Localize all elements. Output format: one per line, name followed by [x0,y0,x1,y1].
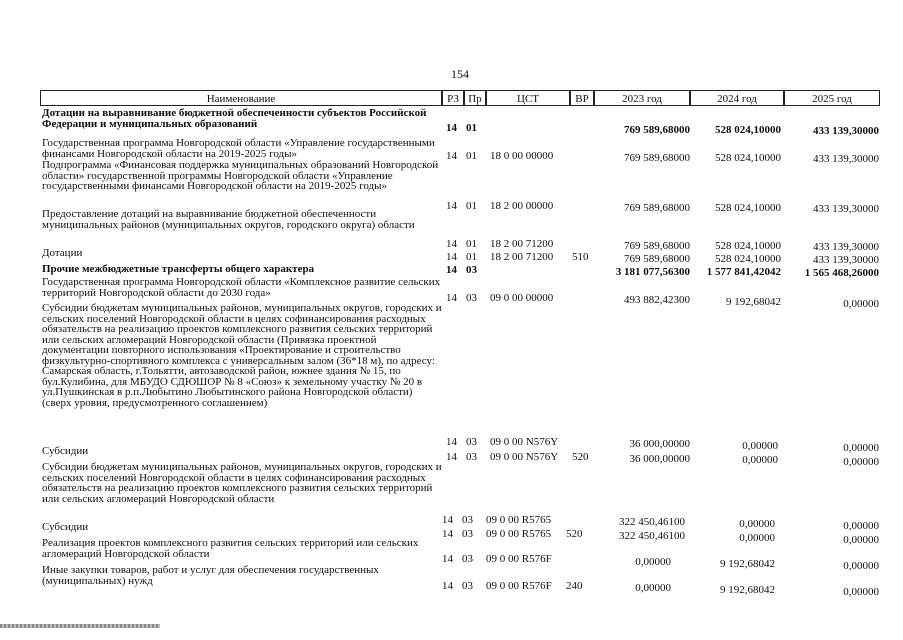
row-1-2025: 433 139,30000 [813,153,879,165]
header-cst: ЦСТ [486,90,570,106]
row-6-2023: 493 882,42300 [624,294,690,306]
row-3-rz: 14 [446,238,457,250]
row-5-2025: 1 565 468,26000 [804,267,879,279]
row-10-rz: 14 [442,528,453,540]
row-11-name: Реализация проектов комплексного развития сельских территорий или сельских агломераций Новгородской области [42,537,419,560]
header-2024: 2024 год [690,90,784,106]
row-1-2023: 769 589,68000 [624,152,690,164]
row-1-pr: 01 [466,150,477,162]
row-12-cst: 09 0 00 R576F [486,580,552,592]
row-2-2023: 769 589,68000 [624,202,690,214]
row-1-rz: 14 [446,150,457,162]
row-6-2024: 9 192,68042 [726,296,781,308]
header-2023: 2023 год [594,90,690,106]
row-12-vr: 240 [566,580,583,592]
row-5-2023: 3 181 077,56300 [615,266,690,278]
row-8-2025: 0,00000 [843,456,879,468]
row-4-pr: 01 [466,251,477,263]
row-4-name: Дотации [42,247,83,259]
row-7-2023: 36 000,00000 [629,438,690,450]
row-12-2024: 9 192,68042 [720,584,775,596]
row-5-2024: 1 577 841,42042 [706,266,781,278]
row-11-cst: 09 0 00 R576F [486,553,552,565]
row-4-cst: 18 2 00 71200 [490,251,554,263]
row-10-vr: 520 [566,528,583,540]
row-3-pr: 01 [466,238,477,250]
header-name: Наименование [40,90,442,106]
row-7-pr: 03 [466,436,477,448]
row-4-vr: 510 [572,251,589,263]
row-1-2024: 528 024,10000 [715,152,781,164]
row-7-rz: 14 [446,436,457,448]
row-2-pr: 01 [466,200,477,212]
row-2-2024: 528 024,10000 [715,202,781,214]
row-10-2024: 0,00000 [739,532,775,544]
row-0-2023: 769 589,68000 [624,124,690,136]
header-pr: Пр [464,90,486,106]
row-11-2023: 0,00000 [635,556,671,568]
row-12-name: Иные закупки товаров, работ и услуг для обеспечения государственных (муниципальных) нужд [42,564,379,587]
row-12-2025: 0,00000 [843,586,879,598]
row-0-pr: 01 [466,122,477,134]
row-3-name: Предоставление дотаций на выравнивание бюджетной обеспеченности муниципальных районов (муниципальных округов, городского округа) области [42,208,415,231]
row-4-2025: 433 139,30000 [813,254,879,266]
row-2-name: Подпрограмма «Финансовая поддержка муниципальных образований Новгородской области» государственной программы Новгородской области «Управление государственными финансами Новгородской области на 2019-2025 годы» [42,159,439,192]
row-12-rz: 14 [442,580,453,592]
row-0-2024: 528 024,10000 [715,124,781,136]
row-3-cst: 18 2 00 71200 [490,238,554,250]
header-2025: 2025 год [784,90,880,106]
row-4-rz: 14 [446,251,457,263]
row-3-2023: 769 589,68000 [624,240,690,252]
page-number: 154 [451,67,469,81]
row-7-cst: 09 0 00 N576Y [490,436,559,448]
row-9-name: Субсидии бюджетам муниципальных районов, муниципальных округов, городских и сельских поселений Новгородской области в целях софинансирования расходных обязательств на реализацию проектов комплексного развития сельских территорий или сельских агломераций Новгородской области [42,461,442,505]
row-3-2025: 433 139,30000 [813,241,879,253]
row-2-cst: 18 2 00 00000 [490,200,554,212]
row-7-2024: 0,00000 [742,440,778,452]
row-8-pr: 03 [466,451,477,463]
row-11-rz: 14 [442,553,453,565]
row-4-2024: 528 024,10000 [715,253,781,265]
row-7-2025: 0,00000 [843,442,879,454]
row-8-vr: 520 [572,451,589,463]
row-5-pr: 03 [466,264,477,276]
row-3-2024: 528 024,10000 [715,240,781,252]
row-0-rz: 14 [446,122,457,134]
row-10-pr: 03 [462,528,473,540]
row-9-2025: 0,00000 [843,520,879,532]
row-10-name: Субсидии [42,521,89,533]
row-8-rz: 14 [446,451,457,463]
row-9-cst: 09 0 00 R5765 [486,514,552,526]
row-5-name: Прочие межбюджетные трансферты общего характера [42,263,315,275]
row-9-2024: 0,00000 [739,518,775,530]
row-10-cst: 09 0 00 R5765 [486,528,552,540]
row-4-2023: 769 589,68000 [624,253,690,265]
row-0-2025: 433 139,30000 [813,125,879,137]
row-9-pr: 03 [462,514,473,526]
row-5-rz: 14 [446,264,457,276]
row-11-pr: 03 [462,553,473,565]
row-6-pr: 03 [466,292,477,304]
row-10-2023: 322 450,46100 [619,530,685,542]
row-10-2025: 0,00000 [843,534,879,546]
row-8-cst: 09 0 00 N576Y [490,451,559,463]
row-6-rz: 14 [446,292,457,304]
header-rz: РЗ [442,90,464,106]
row-1-cst: 18 0 00 00000 [490,150,554,162]
row-11-2025: 0,00000 [843,560,879,572]
row-9-2023: 322 450,46100 [619,516,685,528]
header-vr: ВР [570,90,594,106]
row-8-2024: 0,00000 [742,454,778,466]
row-11-2024: 9 192,68042 [720,558,775,570]
row-7-name: Субсидии бюджетам муниципальных районов, муниципальных округов, городских и сельских поселений Новгородской области в целях софинансирования расходных обязательств на реализацию проектов комплексного развития сельских территорий или сельских агломераций Новгородской области (Привязка проектной документации повторного использования «Проектирование и строительство физкультурно-спортивного комплекса с универсальным залом (36*18 м), по адресу: Самарская область, г.Тольятти, автозаводской район, южнее здания № 15, по бул.Кулибина, для МБУДО СДЮШОР № 8 «Союз» к земельному участку № 20 в ул.Пушкинская в р.п.Любытино Любытинского района Новгородской области) (сверх уровня, предусмотренного соглашением) [42,302,442,409]
scan-edge-artifact [0,624,160,628]
row-6-cst: 09 0 00 00000 [490,292,554,304]
row-2-rz: 14 [446,200,457,212]
row-0-name: Дотации на выравнивание бюджетной обеспеченности субъектов Российской Федерации и муниципальных образований [42,107,427,130]
row-8-2023: 36 000,00000 [629,453,690,465]
row-6-2025: 0,00000 [843,298,879,310]
row-1-name: Государственная программа Новгородской области «Управление государственными финансами Новгородской области на 2019-2025 годы» [42,137,435,160]
row-12-pr: 03 [462,580,473,592]
row-12-2023: 0,00000 [635,582,671,594]
row-6-name: Государственная программа Новгородской области «Комплексное развитие сельских территорий Новгородской области до 2030 года» [42,276,441,299]
row-2-2025: 433 139,30000 [813,203,879,215]
row-8-name: Субсидии [42,445,89,457]
row-9-rz: 14 [442,514,453,526]
